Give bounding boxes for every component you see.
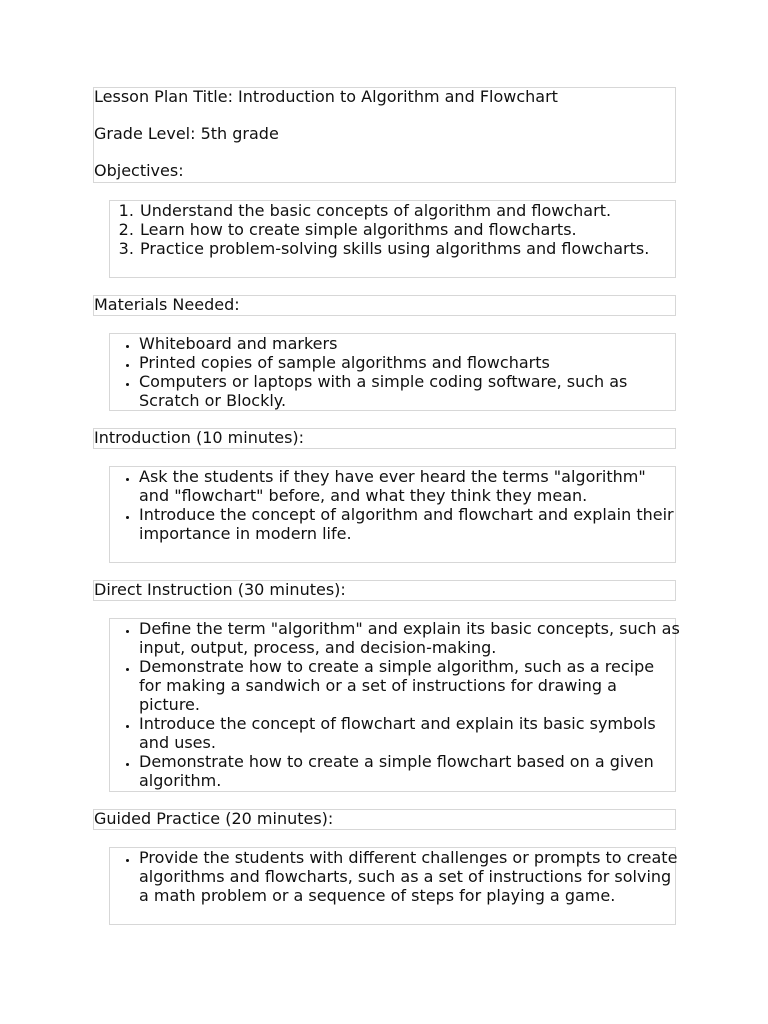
direct-instruction-label-box xyxy=(93,580,676,601)
objective-item: 2. Learn how to create simple algorithms and flowcharts. xyxy=(139,220,680,239)
materials-list-box xyxy=(109,333,676,411)
objectives-list xyxy=(110,201,680,258)
objectives-label: Objectives: xyxy=(94,161,184,180)
objectives-list-box xyxy=(109,200,676,278)
introduction-label: Introduction (10 minutes): xyxy=(94,428,305,447)
guided-practice-list-box xyxy=(109,847,676,925)
direct-instruction-list xyxy=(110,619,680,790)
objective-item: 1. Understand the basic concepts of algorithm and flowchart. xyxy=(139,201,680,220)
direct-instruction-item: • Demonstrate how to create a simple algorithm, such as a recipe for making a sandwich or a set of instructions for drawing a picture. xyxy=(139,657,680,714)
materials-list xyxy=(110,334,680,410)
guided-practice-label: Guided Practice (20 minutes): xyxy=(94,809,334,828)
direct-instruction-label: Direct Instruction (30 minutes): xyxy=(94,580,346,599)
direct-instruction-item: • Demonstrate how to create a simple flowchart based on a given algorithm. xyxy=(139,752,680,790)
introduction-item: • Introduce the concept of algorithm and flowchart and explain their importance in modern life. xyxy=(139,505,680,543)
direct-instruction-item: • Define the term "algorithm" and explain its basic concepts, such as input, output, process, and decision-making. xyxy=(139,619,680,657)
guided-practice-label-box xyxy=(93,809,676,830)
guided-practice-list xyxy=(110,848,680,905)
material-item: • Printed copies of sample algorithms and flowcharts xyxy=(139,353,680,372)
introduction-label-box xyxy=(93,428,676,449)
introduction-item: • Ask the students if they have ever heard the terms "algorithm" and "flowchart" before, and what they think they mean. xyxy=(139,467,680,505)
guided-practice-item: • Provide the students with different challenges or prompts to create algorithms and flowcharts, such as a set of instructions for solving a math problem or a sequence of steps for playing a game. xyxy=(139,848,680,905)
direct-instruction-item: • Introduce the concept of flowchart and explain its basic symbols and uses. xyxy=(139,714,680,752)
direct-instruction-list-box xyxy=(109,618,680,792)
material-item: • Whiteboard and markers xyxy=(139,334,680,353)
introduction-list xyxy=(110,467,680,543)
material-item: • Computers or laptops with a simple coding software, such as Scratch or Blockly. xyxy=(139,372,680,410)
lesson-title: Lesson Plan Title: Introduction to Algorithm and Flowchart xyxy=(94,87,558,106)
introduction-list-box xyxy=(109,466,676,563)
objective-item: 3. Practice problem-solving skills using algorithms and flowcharts. xyxy=(139,239,680,258)
grade-level: Grade Level: 5th grade xyxy=(94,124,279,143)
materials-label: Materials Needed: xyxy=(94,295,240,314)
lesson-header xyxy=(93,87,676,183)
materials-label-box xyxy=(93,295,676,316)
